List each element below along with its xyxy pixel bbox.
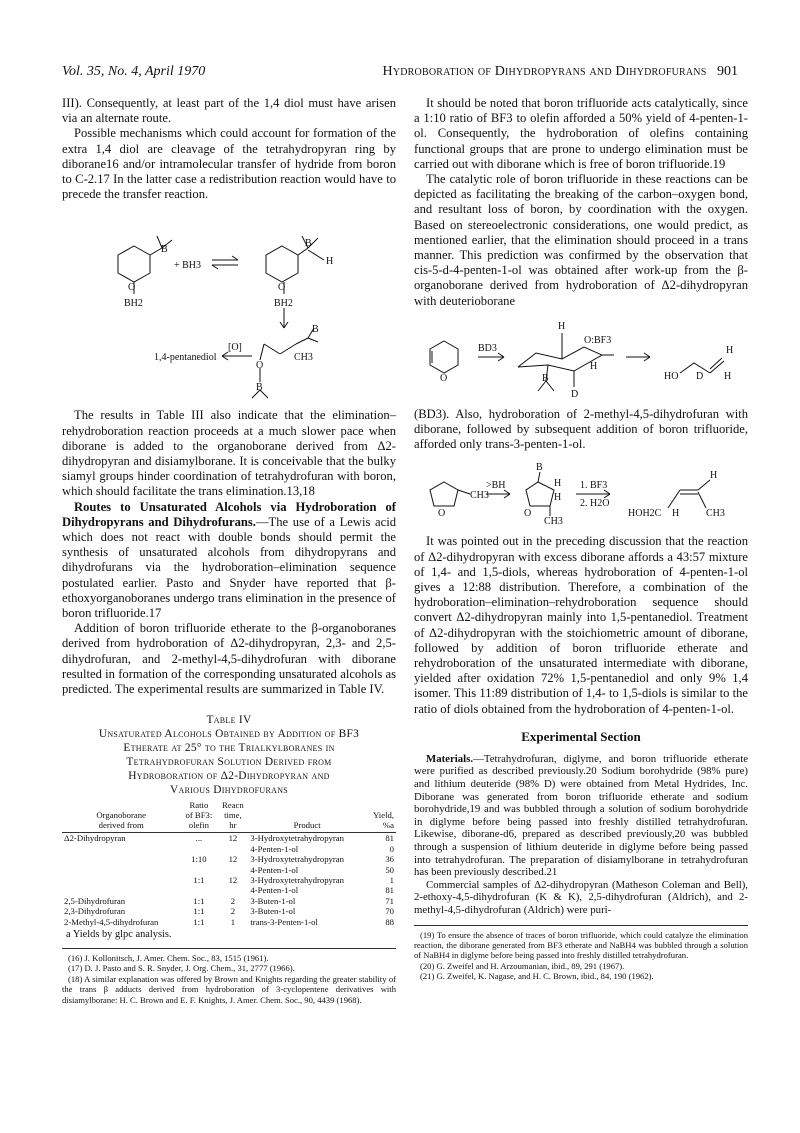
pyran-ring-left (118, 246, 150, 282)
left-paragraph-4-body: —The use of a Lewis acid which does not react with double bonds should permit the synthesis of unsaturated alcohols from dihydropyrans and dihydrofurans via the hydroboration–elimination sequence postulated earlier. Pasto and Snyder have reported that β-ethoxyorganoboranes undergo trans elimination in the presence of boron trifluoride.17 (62, 514, 396, 621)
reaction-scheme-2 (414, 317, 748, 399)
left-paragraph-4 (62, 500, 396, 622)
cell-time (217, 865, 248, 875)
cell-ratio: 1:1 (193, 916, 205, 927)
table-iv-caption-line-3: Tetrahydrofuran Solution Derived from (126, 756, 332, 769)
header-ratio-2: of BF3: (185, 810, 213, 821)
scheme1-b-left: B (161, 244, 168, 256)
scheme3-h-a: H (554, 478, 562, 490)
cell-ratio (180, 885, 217, 895)
scheme1-ch3: CH3 (294, 352, 313, 364)
scheme3-h-b: H (554, 492, 562, 504)
table-row (62, 833, 396, 844)
scheme2-h-right-top: H (726, 344, 734, 356)
header-organoborane-2: derived from (62, 820, 180, 833)
left-paragraph-5: Addition of boron trifluoride etherate to the β-organoboranes derived from hydroboration of Δ2-dihydropyran, 2,3- and 2,5-dihydrofuran, and 2-methyl-4,5-dihydrofuran with diborane resulted in formation of the corresponding unsaturated alcohols as predicted. The experimental results are summarized in Table IV. (62, 621, 396, 697)
left-references (62, 953, 396, 1005)
right-column (414, 96, 748, 982)
table-iv-caption (62, 713, 396, 797)
running-title-and-page (383, 64, 738, 80)
cell-product: 4-Penten-1-ol (250, 843, 299, 854)
scheme3-step-1: 1. BF3 (580, 480, 608, 492)
scheme1-bh3: + BH3 (174, 260, 202, 272)
scheme2-h-top: H (558, 320, 566, 332)
left-paragraph-2: Possible mechanisms which could account for formation of the extra 1,4 diol are cleavage of the tetrahydropyran ring by diborane16 and/or intramolecular transfer of hydride from boron to C-2.17 In the latter case a redistribution reaction would have to precede the transfer reaction. (62, 126, 396, 202)
scheme1-o-bottom: O (256, 360, 264, 372)
reference-18: (18) A similar explanation was offered by Brown and Knights regarding the greater stability of the trans β adducts derived from hydroboration of 3-cyclopentene derivatives with disiamylborane: H. C. Brown and E. F. Knights, J. Amer. Chem. Soc., 90, 4439 (1968). (62, 973, 396, 1005)
dihydropyran-ring (430, 341, 458, 373)
scheme2-ho: HO (664, 370, 679, 382)
cell-ratio: 1:10 (191, 854, 207, 865)
scheme3-b: B (536, 462, 543, 474)
cell-ratio: 1:1 (193, 895, 205, 906)
table-iv-label: Table IV (206, 714, 252, 727)
table-row (62, 906, 396, 916)
cell-source (62, 885, 180, 895)
cell-source (62, 865, 180, 875)
materials-heading: Materials. (426, 752, 474, 765)
running-head (62, 64, 738, 84)
cell-product: 3-Buten-1-ol (250, 906, 296, 917)
table-iv-caption-line-5: Various Dihydrofurans (169, 784, 289, 797)
table-row (62, 896, 396, 906)
header-yield-2: %a (366, 820, 396, 833)
scheme3-h-d: H (710, 470, 718, 482)
cell-time: 12 (228, 833, 238, 844)
scheme1-b-bottom: B (256, 382, 263, 394)
cell-product: trans-3-Penten-1-ol (250, 916, 318, 927)
cell-source: Δ2-Dihydropyran (64, 833, 126, 844)
cell-yield: 71 (385, 895, 394, 906)
reference-21: (21) G. Zweifel, K. Nagase, and H. C. Brown, ibid., 84, 190 (1962). (420, 971, 654, 982)
reference-19: (19) To ensure the absence of traces of boron trifluoride, which could catalyze the elimination reaction, the diborane generated from BF3 etherate and NaBH4 was bubbled through a solution of NaBH4 in diglyme before being passed into freshly distilled tetrahydrofuran. (414, 929, 748, 961)
scheme2-h-right-bottom: H (724, 370, 732, 382)
cell-product: 3-Buten-1-ol (250, 895, 296, 906)
header-yield-1: Yield, (373, 810, 394, 821)
cell-ratio (180, 865, 217, 875)
left-paragraph-3: The results in Table III also indicate that the elimination–rehydroboration reaction proceeds at a much slower pace when diborane is added to the organoborane derived from Δ2-dihydropyran and disiamylborane. It is conceivable that the bulky siamyl groups hinder coordination of tetrahydrofuran with boron, which should facilitate the trans elimination.13,18 (62, 408, 396, 499)
cell-time: 12 (228, 874, 238, 885)
scheme2-h-mid: H (590, 360, 598, 372)
scheme-2-drawing (414, 317, 748, 399)
table-row (62, 854, 396, 864)
cell-time (217, 844, 248, 854)
cell-time: 2 (230, 906, 236, 917)
cell-yield: 70 (385, 906, 394, 917)
reaction-scheme-1 (62, 210, 396, 400)
scheme3-o-a: O (438, 508, 446, 520)
scheme-1-drawing (62, 210, 396, 400)
materials-body: —Tetrahydrofuran, diglyme, and boron trifluoride etherate were purified as described previously.20 Sodium borohydride (98% pure) and lithium deuteride (98% D) were obtained from Metal Hydrides, Inc. Diborane was generated from boron trifluoride etherate and sodium borohydride,19 and was bubbled through a solution of sodium borohydride in diglyme before being passed into freshly distilled tetrahydrofuran. Likewise, diborane-d6, prepared as described previously,20 was bubbled through a suspension of lithium deuteride in diglyme before being passed into tetrahydrofuran. The preparation of disiamylborane in tetrahydrofuran has been previously described.21 (414, 752, 748, 879)
table-row (62, 917, 396, 927)
scheme3-ch3-c: CH3 (706, 508, 725, 520)
reaction-scheme-3 (414, 460, 748, 526)
page-number: 901 (717, 64, 738, 79)
header-reaction-3: hr (217, 820, 248, 833)
table-row (62, 865, 396, 875)
header-organoborane-1: Organoborane (96, 810, 146, 821)
scheme3-reagent: >BH (486, 480, 506, 492)
cell-yield: 81 (385, 833, 394, 844)
scheme-3-drawing (414, 460, 748, 526)
table-iv-caption-line-2: Etherate at 25° to the Trialkylboranes in (123, 742, 335, 755)
scheme3-step-2: 2. H2O (580, 498, 610, 510)
footnote-rule (62, 948, 396, 949)
cell-yield: 0 (389, 843, 394, 854)
scheme1-b-top: B (312, 324, 319, 336)
header-reaction-2: time, (224, 810, 242, 821)
right-paragraph-2: The catalytic role of boron trifluoride in these reactions can be depicted as facilitating the breaking of the carbon–oxygen bond, and resultant loss of boron, by coordination with the oxygen. Based on stereoelectronic considerations, one would predict, as mentioned earlier, that the elimination should proceed in a trans manner. This prediction was confirmed by the observation that cis-5-d-4-penten-1-ol was obtained after work-up from the β-organoborane derived from hydroboration of Δ2-dihydropyran with deuterioborane (414, 172, 748, 308)
experimental-section-title: Experimental Section (521, 728, 641, 744)
reference-16: (16) J. Kollonitsch, J. Amer. Chem. Soc., 83, 1515 (1961). (68, 952, 269, 963)
cell-time (217, 885, 248, 895)
scheme2-d-bottom: D (571, 388, 579, 399)
scheme1-o-left: O (128, 282, 136, 294)
header-reaction-1: Reacn (222, 800, 244, 811)
cell-source (62, 844, 180, 854)
cell-yield: 81 (385, 885, 394, 896)
cell-product: 3-Hydroxytetrahydropyran (250, 854, 344, 865)
right-paragraph-3: (BD3). Also, hydroboration of 2-methyl-4,5-dihydrofuran with diborane, followed by subsequent addition of boron trifluoride, afforded only trans-3-penten-1-ol. (414, 406, 748, 452)
cell-source (62, 854, 180, 864)
cell-yield: 1 (389, 874, 394, 885)
right-paragraph-5 (414, 753, 748, 879)
cell-yield: 88 (385, 916, 394, 927)
scheme2-b: B (542, 372, 549, 384)
reference-17: (17) D. J. Pasto and S. R. Snyder, J. Org. Chem., 31, 2777 (1966). (68, 963, 295, 974)
header-product: Product (248, 820, 365, 833)
cell-time: 1 (230, 916, 236, 927)
right-paragraph-6: Commercial samples of Δ2-dihydropyran (Matheson Coleman and Bell), 2-ethoxy-4,5-dihydrofuran (K & K), 2,5-dihydrofuran (Aldrich), and 2-methyl-4,5-dihydrofuran (Aldrich) were puri- (414, 878, 748, 917)
left-paragraph-1: III). Consequently, at least part of the 1,4 diol must have arisen via an alternate route. (62, 96, 396, 126)
table-row (62, 885, 396, 895)
table-row (62, 875, 396, 885)
cell-product: 3-Hydroxytetrahydropyran (250, 874, 344, 885)
cell-yield: 50 (385, 864, 394, 875)
right-paragraph-1: It should be noted that boron trifluoride acts catalytically, since a 1:10 ratio of BF3 to olefin afforded a 50% yield of 4-penten-1-ol. Consequently, the hydroboration of olefins containing functional groups that are prone to undergo elimination must be carried out with diborane which is free of boron trifluoride.19 (414, 96, 748, 171)
cell-source: 2,3-Dihydrofuran (64, 906, 126, 917)
reference-20: (20) G. Zweifel and H. Arzoumanian, ibid., 89, 291 (1967). (420, 960, 625, 971)
left-column (62, 96, 396, 1005)
table-footnote: a Yields by glpc analysis. (66, 928, 172, 940)
scheme2-reagent: BD3 (478, 342, 497, 354)
cell-source: 2,5-Dihydrofuran (64, 895, 126, 906)
scheme2-o: O (440, 372, 448, 384)
scheme1-h: H (326, 256, 334, 268)
pyran-ring-right (266, 246, 298, 282)
footnote-rule-right (414, 925, 748, 926)
furan-borane-ring (526, 482, 554, 506)
table-iv-caption-line-4: Hydroboration of Δ2-Dihydropyran and (128, 770, 330, 783)
scheme3-ch3-a: CH3 (470, 490, 489, 502)
scheme3-ch3-b: CH3 (544, 516, 563, 527)
cell-yield: 36 (385, 854, 394, 865)
cell-ratio: 1:1 (193, 906, 205, 917)
journal-issue: Vol. 35, No. 4, April 1970 (62, 64, 206, 79)
scheme3-o-b: O (524, 508, 532, 520)
cell-time: 2 (230, 895, 236, 906)
cell-product: 3-Hydroxytetrahydropyran (250, 833, 344, 844)
table-iv-caption-line-1: Unsaturated Alcohols Obtained by Addition of BF3 (98, 728, 360, 741)
left-paragraph-4-heading: Routes to Unsaturated Alcohols via Hydroboration of Dihydropyrans and Dihydrofurans. (62, 499, 396, 529)
cell-source (62, 875, 180, 885)
cell-ratio: 1:1 (193, 874, 205, 885)
scheme1-oxidation: [O] (228, 342, 242, 354)
scheme3-h-c: H (672, 508, 680, 520)
right-references (414, 930, 748, 982)
cell-ratio (180, 844, 217, 854)
cell-source: 2-Methyl-4,5-dihydrofuran (64, 916, 159, 927)
scheme1-bh2-right: BH2 (274, 298, 293, 310)
table-row (62, 844, 396, 854)
right-paragraph-4: It was pointed out in the preceding discussion that the reaction of Δ2-dihydropyran with excess diborane affords a 43:57 mixture of 1,4- and 1,5-diols, whereas hydroboration of 4-penten-1-ol gives a 12:88 distribution. Therefore, a combination of the hydroboration–elimination–rehydroboration sequence should convert Δ2-dihydropyran mainly into 1,5-pentanediol. Treatment of Δ2-dihydropyran with the stoichiometric amount of diborane, followed by addition of boron trifluoride etherate and rehydroboration of the unsaturated intermediate with diborane, yielded after oxidation 72% 1,5-pentanediol and only 9% 1,4 isomer. This 11:89 distribution of 1,4- to 1,5-diols is similar to the ratio of diols obtained from the hydroboration of 4-penten-1-ol. (414, 534, 748, 716)
header-ratio-3: olefin (180, 820, 217, 833)
scheme3-hoh2c: HOH2C (628, 508, 662, 520)
scheme1-bh2-left: BH2 (124, 298, 143, 310)
header-ratio-1: Ratio (189, 800, 209, 811)
scheme1-o-right: O (278, 282, 286, 294)
table-iv (62, 800, 396, 927)
scheme2-d: D (696, 370, 704, 382)
running-title: Hydroboration of Dihydropyrans and Dihydrofurans (382, 64, 707, 79)
scheme1-product: 1,4-pentanediol (154, 352, 217, 364)
scheme1-b-right: B (305, 238, 312, 250)
cell-time: 12 (228, 854, 238, 865)
dihydrofuran-ring (430, 482, 458, 506)
cell-product: 4-Penten-1-ol (250, 864, 299, 875)
cell-ratio: ... (195, 833, 203, 844)
cell-product: 4-Penten-1-ol (250, 885, 299, 896)
scheme2-complex: O:BF3 (584, 334, 612, 346)
